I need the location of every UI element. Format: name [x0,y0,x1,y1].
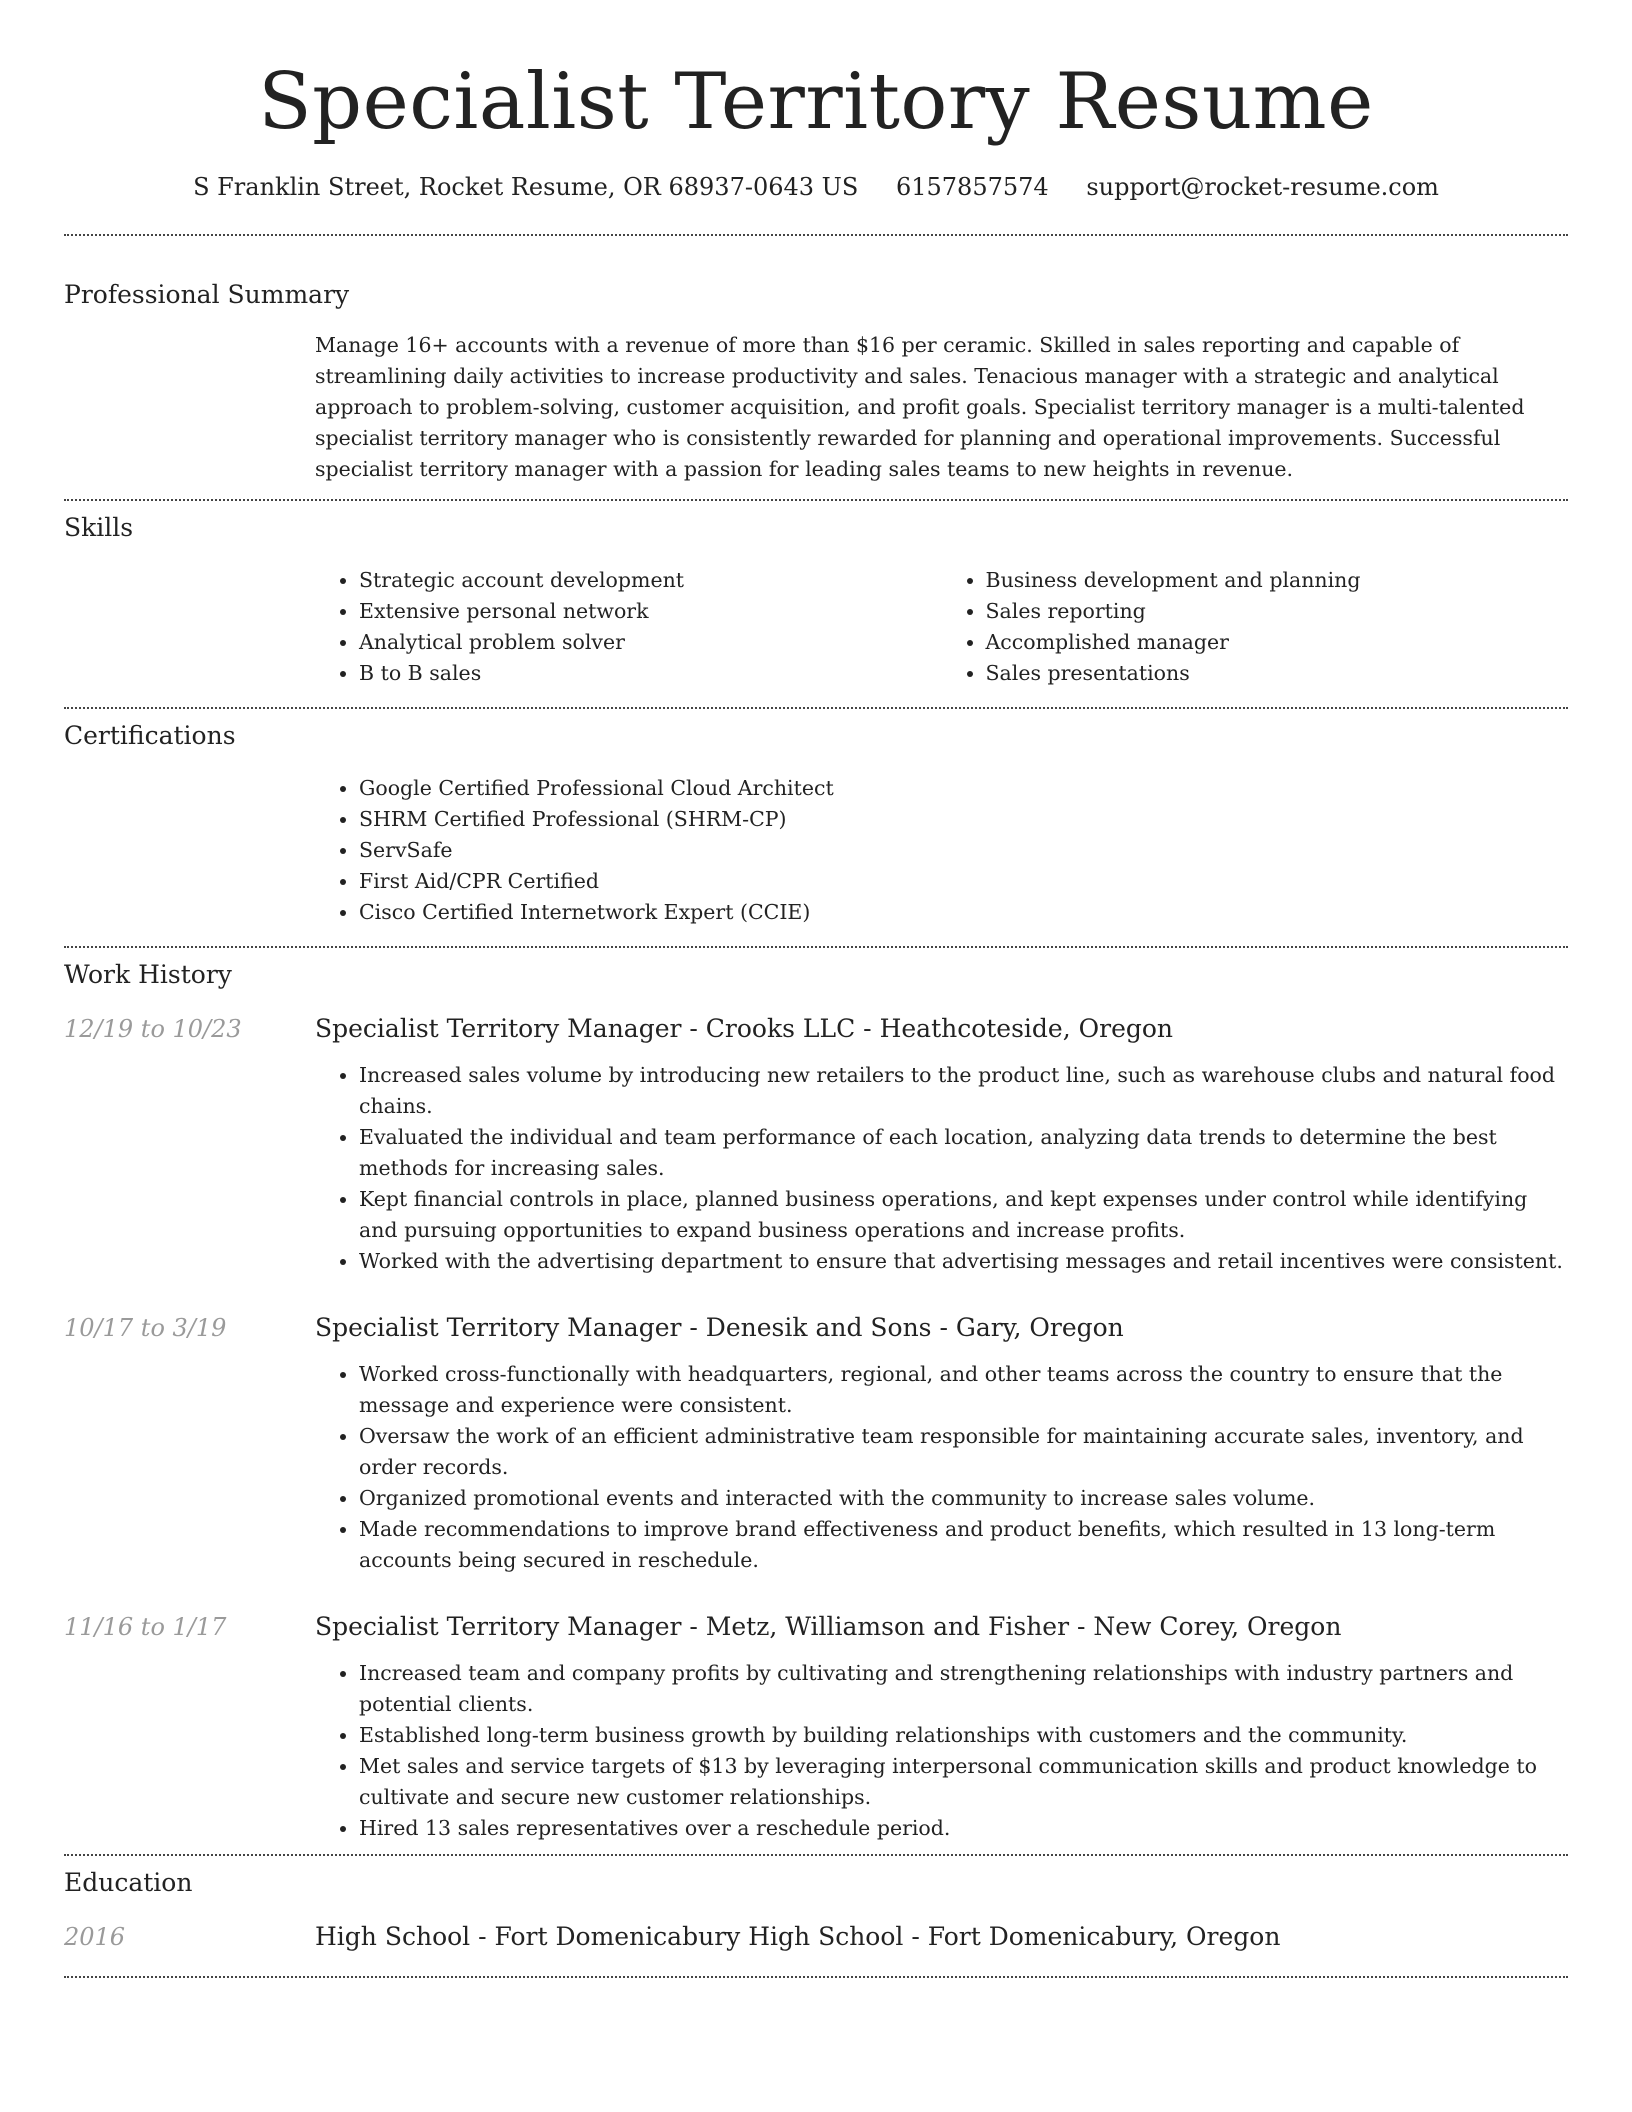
list-item: • Extensive personal network [359,596,942,627]
skills-grid [315,565,1568,707]
education-title: High School - Fort Domenicabury High School - Fort Domenicabury, Oregon [315,1922,1281,1951]
summary-text: Manage 16+ accounts with a revenue of more than $16 per ceramic. Skilled in sales reporting and capable of streamlining daily activities to increase productivity and sales. Tenacious manager with a strategic and analytical approach to problem-solving, customer acquisition, and profit goals. Specialist territory manager is a multi-talented specialist territory manager who is consistently rewarded for planning and operational improvements. Successful specialist territory manager with a passion for leading sales teams to new heights in revenue. [315,333,1525,481]
resume-page [64,0,1568,1978]
list-item: • Strategic account development [359,565,942,596]
contact-email: support@rocket-resume.com [1086,173,1439,201]
contact-address: S Franklin Street, Rocket Resume, OR 68937-0643 US [193,173,859,201]
job-title: Specialist Territory Manager - Metz, Williamson and Fisher - New Corey, Oregon [315,1612,1342,1641]
list-item: • B to B sales [359,658,942,689]
list-item: • Oversaw the work of an efficient administrative team responsible for maintaining accurate sales, inventory, and order records. [359,1421,1568,1483]
list-item: • Kept financial controls in place, planned business operations, and kept expenses under control while identifying and pursuing opportunities to expand business operations and increase profits. [359,1184,1568,1246]
list-item: • Accomplished manager [986,627,1569,658]
list-item: • Business development and planning [986,565,1569,596]
list-item: • Cisco Certified Internetwork Expert (CCIE) [359,897,1568,928]
list-item: • Sales presentations [986,658,1569,689]
skills-list-left [315,565,942,689]
skills-list-right [942,565,1569,689]
list-item: • Worked cross-functionally with headquarters, regional, and other teams across the country to ensure that the message and experience were consistent. [359,1359,1568,1421]
certifications-heading: Certifications [64,721,236,750]
list-item: • Established long-term business growth by building relationships with customers and the community. [359,1720,1568,1751]
skills-section [64,501,1568,707]
list-item: • Met sales and service targets of $13 by leveraging interpersonal communication skills and product knowledge to cultivate and secure new customer relationships. [359,1751,1568,1813]
list-item: • Organized promotional events and interacted with the community to increase sales volume. [359,1483,1568,1514]
list-item: • Increased sales volume by introducing new retailers to the product line, such as warehouse clubs and natural food chains. [359,1060,1568,1122]
list-item: • Worked with the advertising department to ensure that advertising messages and retail incentives were consistent. [359,1246,1568,1277]
list-item: • ServSafe [359,835,1568,866]
skills-heading: Skills [64,513,134,542]
resume-title: Specialist Territory Resume [258,57,1374,147]
job-bullets [315,1658,1568,1844]
job-date: 10/17 to 3/19 [64,1314,227,1342]
list-item: • SHRM Certified Professional (SHRM-CP) [359,804,1568,835]
education-section [64,1856,1568,1976]
work-history-heading: Work History [64,960,232,989]
contact-phone: 6157857574 [895,173,1049,201]
job-date: 12/19 to 10/23 [64,1015,242,1043]
job-entry [64,1311,1568,1576]
job-entry [64,1610,1568,1844]
job-date: 11/16 to 1/17 [64,1613,227,1641]
certifications-body [315,773,1568,946]
education-heading: Education [64,1868,193,1897]
summary-section [64,236,1568,499]
list-item: • Made recommendations to improve brand effectiveness and product benefits, which resulted in 13 long-term accounts being secured in reschedule. [359,1514,1568,1576]
work-history-section [64,948,1568,1844]
divider [64,1976,1568,1978]
job-bullets [315,1359,1568,1576]
certifications-section [64,709,1568,946]
list-item: • Google Certified Professional Cloud Architect [359,773,1568,804]
job-title: Specialist Territory Manager - Crooks LLC - Heathcoteside, Oregon [315,1014,1174,1043]
job-bullets [315,1060,1568,1277]
list-item: • Hired 13 sales representatives over a reschedule period. [359,1813,1568,1844]
list-item: • First Aid/CPR Certified [359,866,1568,897]
list-item: • Increased team and company profits by cultivating and strengthening relationships with industry partners and potential clients. [359,1658,1568,1720]
list-item: • Sales reporting [986,596,1569,627]
education-entry [64,1920,1568,1976]
job-title: Specialist Territory Manager - Denesik and Sons - Gary, Oregon [315,1313,1124,1342]
summary-heading: Professional Summary [64,280,350,309]
contact-line [64,170,1568,204]
education-date: 2016 [64,1923,126,1951]
list-item: • Analytical problem solver [359,627,942,658]
job-entry [64,1012,1568,1277]
list-item: • Evaluated the individual and team performance of each location, analyzing data trends to determine the best methods for increasing sales. [359,1122,1568,1184]
certifications-list [315,773,1568,928]
